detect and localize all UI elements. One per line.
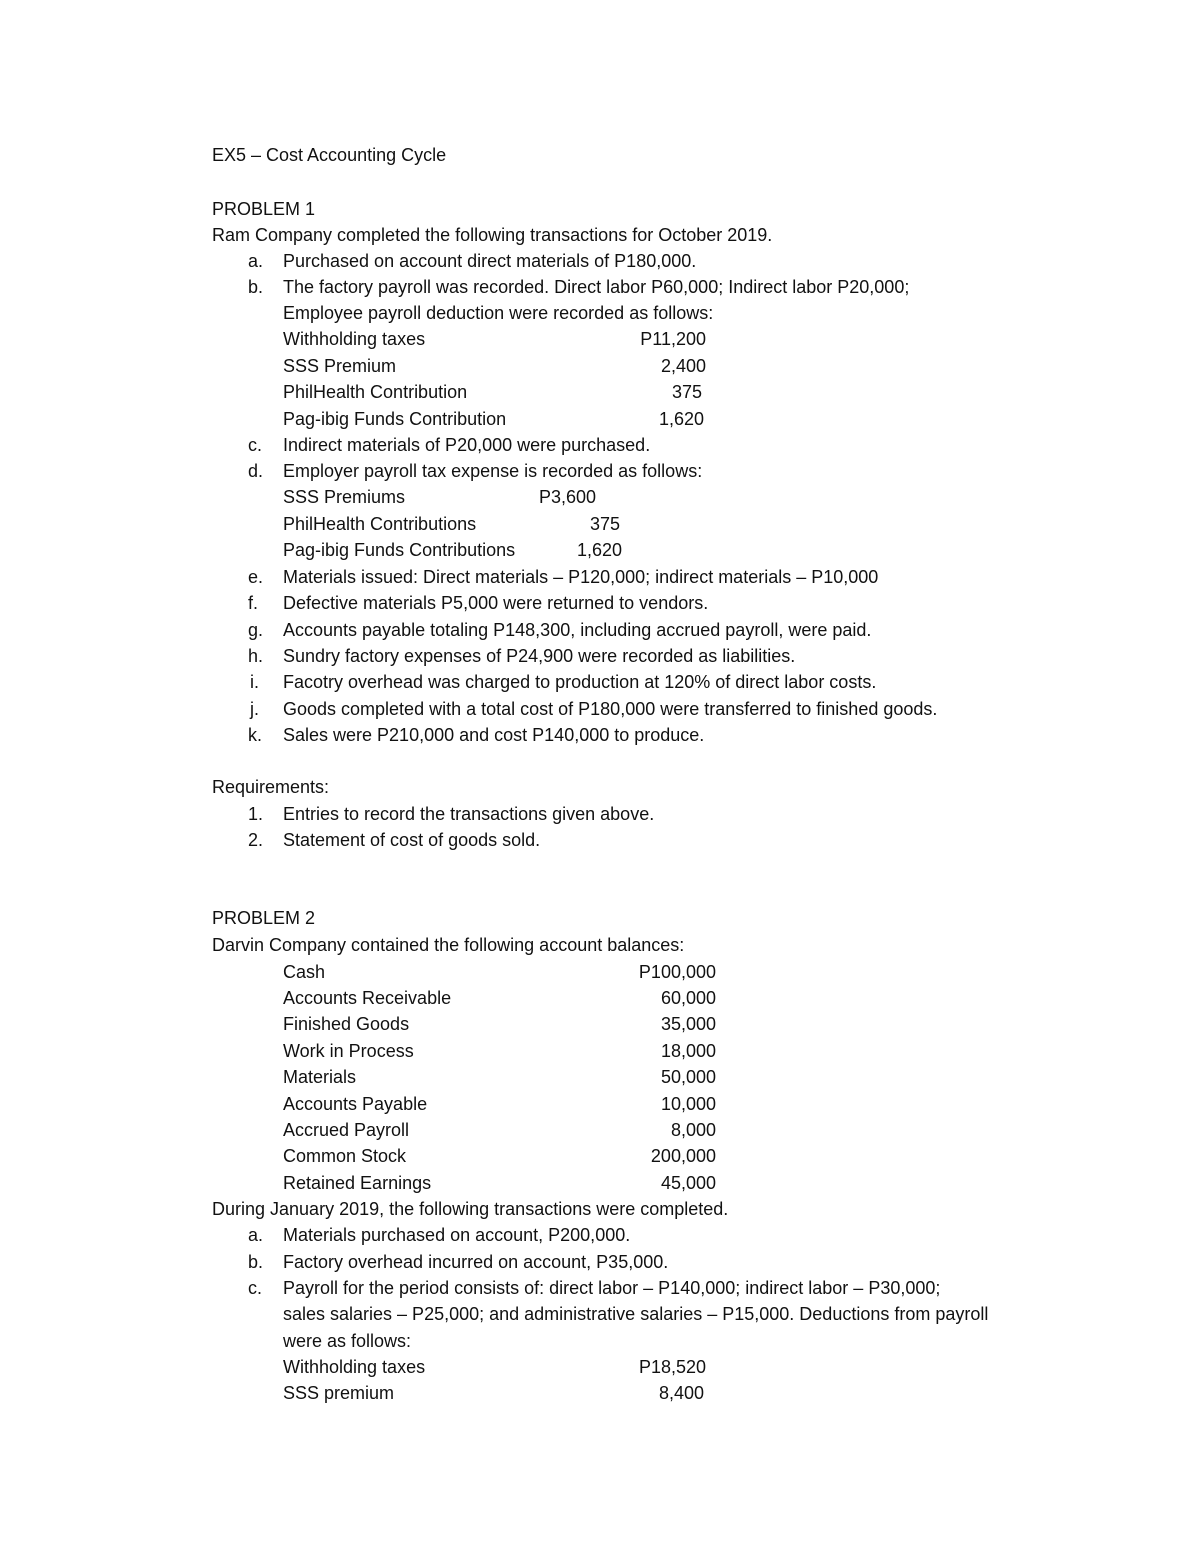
employer-tax-label: SSS Premiums bbox=[283, 487, 406, 507]
balance-label: Work in Process bbox=[283, 1041, 414, 1061]
page-title: EX5 – Cost Accounting Cycle bbox=[212, 145, 447, 165]
deduction-amount: 2,400 bbox=[660, 356, 706, 376]
deduction-label: PhilHealth Contribution bbox=[283, 382, 468, 402]
item-letter: d. bbox=[248, 461, 264, 481]
problem-2-during: During January 2019, the following transactions were completed. bbox=[212, 1199, 729, 1219]
item-letter: b. bbox=[248, 1252, 264, 1272]
balance-amount: 60,000 bbox=[660, 988, 716, 1008]
requirement-text: Statement of cost of goods sold. bbox=[283, 830, 541, 850]
item-text: Sundry factory expenses of P24,900 were recorded as liabilities. bbox=[283, 646, 796, 666]
item-text: Factory overhead incurred on account, P35,000. bbox=[283, 1252, 669, 1272]
problem-2-heading: PROBLEM 2 bbox=[212, 908, 316, 928]
balance-label: Cash bbox=[283, 962, 326, 982]
employer-tax-label: Pag-ibig Funds Contributions bbox=[283, 540, 516, 560]
balance-amount: P100,000 bbox=[638, 962, 716, 982]
item-text: Indirect materials of P20,000 were purchased. bbox=[283, 435, 651, 455]
balance-amount: 50,000 bbox=[660, 1067, 716, 1087]
item-letter: i. bbox=[250, 672, 259, 692]
item-text: The factory payroll was recorded. Direct labor P60,000; Indirect labor P20,000; bbox=[283, 277, 910, 297]
employer-tax-amount: P3,600 bbox=[538, 487, 596, 507]
balance-amount: 45,000 bbox=[660, 1173, 716, 1193]
item-text: Sales were P210,000 and cost P140,000 to produce. bbox=[283, 725, 705, 745]
employer-tax-label: PhilHealth Contributions bbox=[283, 514, 477, 534]
item-text: were as follows: bbox=[283, 1331, 412, 1351]
item-text: Materials issued: Direct materials – P120,000; indirect materials – P10,000 bbox=[283, 567, 879, 587]
employer-tax-amount: 375 bbox=[589, 514, 620, 534]
requirement-number: 2. bbox=[248, 830, 264, 850]
item-letter: a. bbox=[248, 1225, 264, 1245]
problem-1-heading: PROBLEM 1 bbox=[212, 199, 316, 219]
balance-amount: 18,000 bbox=[660, 1041, 716, 1061]
balance-amount: 35,000 bbox=[660, 1014, 716, 1034]
balance-label: Accounts Payable bbox=[283, 1094, 428, 1114]
requirements-heading: Requirements: bbox=[212, 777, 330, 797]
balance-amount: 8,000 bbox=[670, 1120, 716, 1140]
deduction-amount: 8,400 bbox=[658, 1383, 704, 1403]
item-letter: a. bbox=[248, 251, 264, 271]
balance-amount: 10,000 bbox=[660, 1094, 716, 1114]
item-letter: f. bbox=[248, 593, 259, 613]
item-letter: b. bbox=[248, 277, 264, 297]
deduction-label: Withholding taxes bbox=[283, 329, 426, 349]
item-text: Materials purchased on account, P200,000. bbox=[283, 1225, 631, 1245]
item-letter: j. bbox=[250, 699, 259, 719]
deduction-amount: 375 bbox=[671, 382, 702, 402]
requirement-text: Entries to record the transactions given above. bbox=[283, 804, 655, 824]
item-text: Purchased on account direct materials of P180,000. bbox=[283, 251, 697, 271]
item-letter: k. bbox=[248, 725, 263, 745]
deduction-amount: 1,620 bbox=[658, 409, 704, 429]
problem-1-intro: Ram Company completed the following transactions for October 2019. bbox=[212, 225, 773, 245]
problem-2-intro: Darvin Company contained the following account balances: bbox=[212, 935, 685, 955]
item-text: Payroll for the period consists of: direct labor – P140,000; indirect labor – P30,000; bbox=[283, 1278, 941, 1298]
deduction-label: SSS premium bbox=[283, 1383, 395, 1403]
item-text: Employer payroll tax expense is recorded as follows: bbox=[283, 461, 703, 481]
item-letter: c. bbox=[248, 1278, 263, 1298]
employer-tax-amount: 1,620 bbox=[576, 540, 622, 560]
requirement-number: 1. bbox=[248, 804, 264, 824]
item-text: Defective materials P5,000 were returned to vendors. bbox=[283, 593, 709, 613]
balance-amount: 200,000 bbox=[650, 1146, 716, 1166]
deduction-amount: P11,200 bbox=[640, 329, 706, 349]
balance-label: Finished Goods bbox=[283, 1014, 410, 1034]
deduction-label: Pag-ibig Funds Contribution bbox=[283, 409, 507, 429]
balance-label: Materials bbox=[283, 1067, 357, 1087]
item-letter: h. bbox=[248, 646, 264, 666]
item-letter: e. bbox=[248, 567, 264, 587]
balance-label: Accounts Receivable bbox=[283, 988, 452, 1008]
item-text: Facotry overhead was charged to production at 120% of direct labor costs. bbox=[283, 672, 877, 692]
deduction-label: Withholding taxes bbox=[283, 1357, 426, 1377]
balance-label: Accrued Payroll bbox=[283, 1120, 410, 1140]
balance-label: Common Stock bbox=[283, 1146, 407, 1166]
item-letter: g. bbox=[248, 620, 264, 640]
deduction-amount: P18,520 bbox=[638, 1357, 706, 1377]
item-letter: c. bbox=[248, 435, 263, 455]
balance-label: Retained Earnings bbox=[283, 1173, 432, 1193]
deduction-label: SSS Premium bbox=[283, 356, 397, 376]
item-text: sales salaries – P25,000; and administrative salaries – P15,000. Deductions from payroll bbox=[283, 1304, 989, 1324]
item-text: Accounts payable totaling P148,300, including accrued payroll, were paid. bbox=[283, 620, 872, 640]
item-text: Employee payroll deduction were recorded as follows: bbox=[283, 303, 714, 323]
item-text: Goods completed with a total cost of P180,000 were transferred to finished goods. bbox=[283, 699, 938, 719]
